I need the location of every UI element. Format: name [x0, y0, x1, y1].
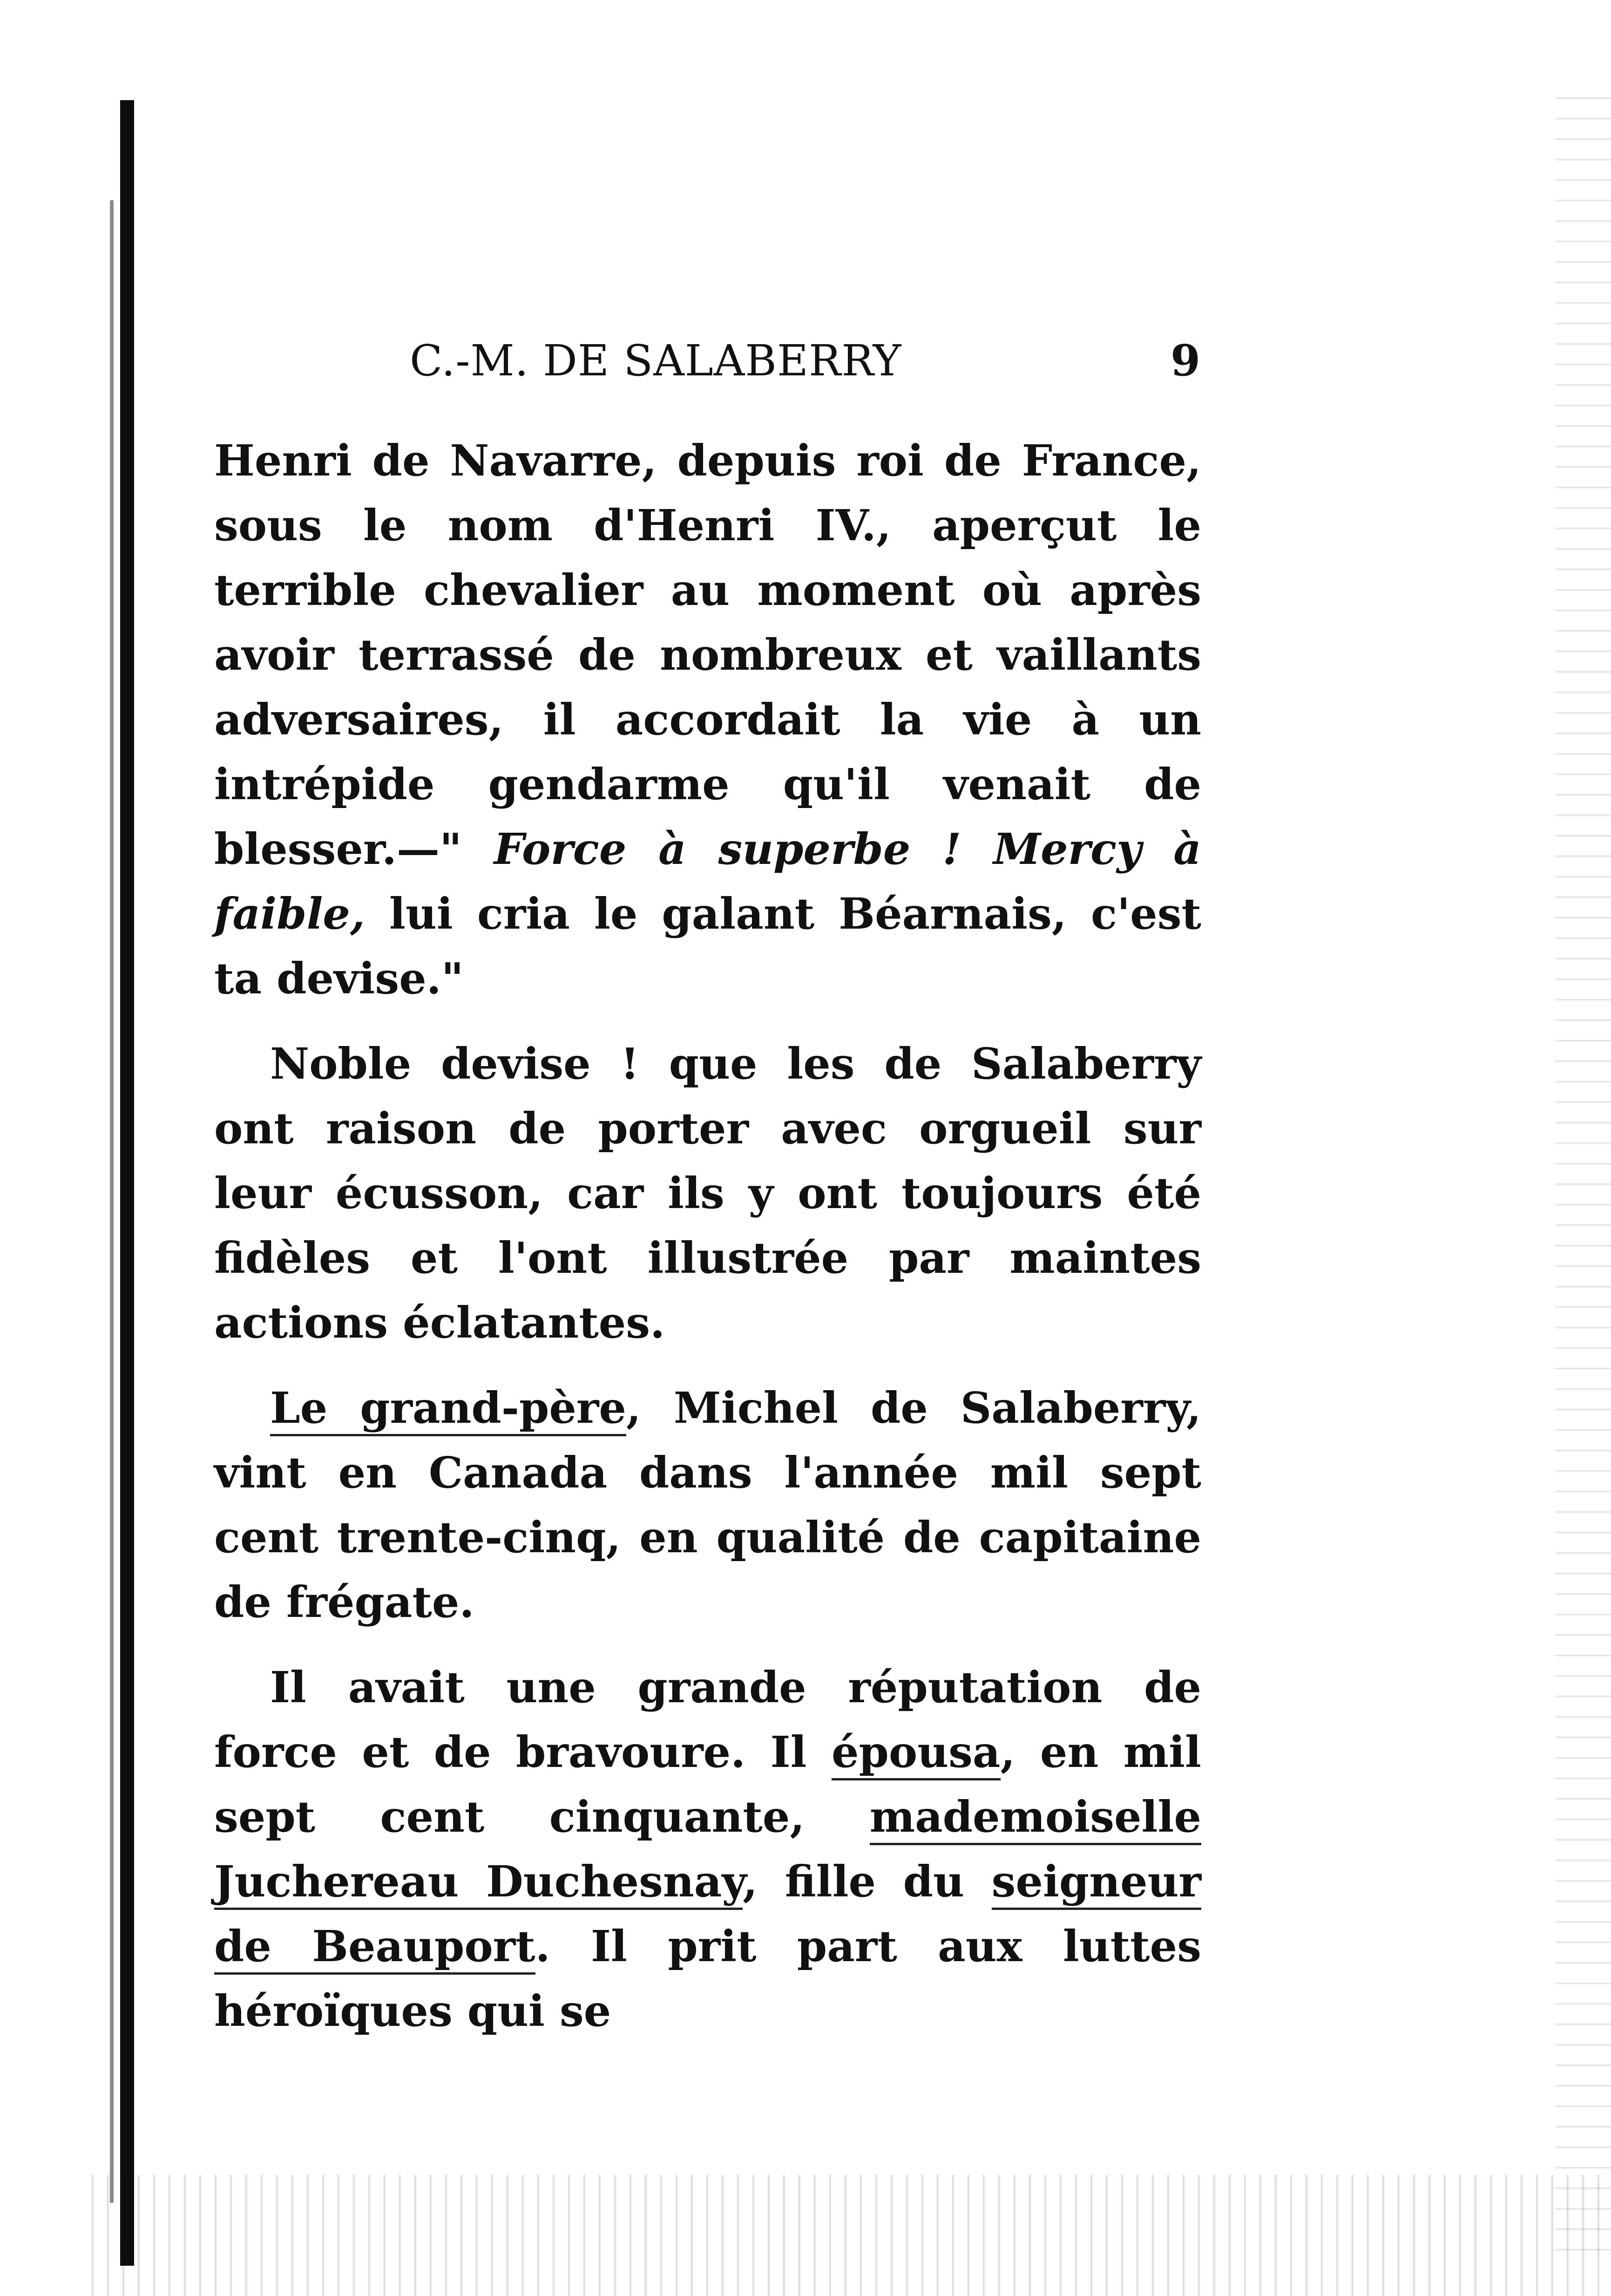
bottom-edge-speckle	[79, 2175, 1606, 2296]
text-segment: Noble devise ! que les de Salaberry ont raison de porter avec orgueil sur leur écusson, car ils y ont toujours été fidèles et l'ont illustrée par maintes actions éclatantes.	[214, 1039, 1201, 1348]
underlined-text: Le grand-père	[270, 1383, 626, 1436]
motto-italic: Force à superbe ! Mercy à faible,	[214, 824, 1201, 939]
text-segment: Il avait une grande réputation de force et de bravoure. Il	[214, 1662, 1201, 1777]
page-number: 9	[1170, 335, 1201, 386]
binding-edge-line	[110, 200, 114, 2203]
text-segment: . Il prit part aux luttes héroïques qui se	[214, 1921, 1201, 2036]
text-segment: , fille du	[743, 1856, 992, 1907]
text-segment: lui cria le galant Béarnais, c'est ta devise."	[214, 889, 1201, 1004]
running-title: C.-M. DE SALABERRY	[410, 336, 902, 386]
right-edge-speckle	[1555, 79, 1611, 2268]
paragraph-4	[214, 1655, 1201, 2044]
paragraph-2	[214, 1032, 1201, 1355]
paragraph-3	[214, 1376, 1201, 1635]
paragraph-1	[214, 428, 1201, 1011]
text-segment: Henri de Navarre, depuis roi de France, sous le nom d'Henri IV., aperçut le terrible chevalier au moment où après avoir terrassé de nombreux et vaillants adversaires, il accordait la vie à un intrépide gendarme qu'il venait de blesser.—"	[214, 435, 1201, 874]
body-text	[214, 428, 1201, 2064]
underlined-text: seigneur de Beauport	[214, 1856, 1201, 1975]
binding-edge-shadow	[120, 100, 134, 2266]
underlined-text: épousa	[832, 1727, 1001, 1780]
running-head	[410, 335, 1201, 401]
underlined-text: mademoiselle Juchereau Duchesnay	[214, 1792, 1201, 1910]
text-segment: , en mil sept cent cinquante,	[214, 1727, 1201, 1842]
text-segment: , Michel de Salaberry, vint en Canada dans l'année mil sept cent trente-cinq, en qualité de capitaine de frégate.	[214, 1383, 1201, 1627]
